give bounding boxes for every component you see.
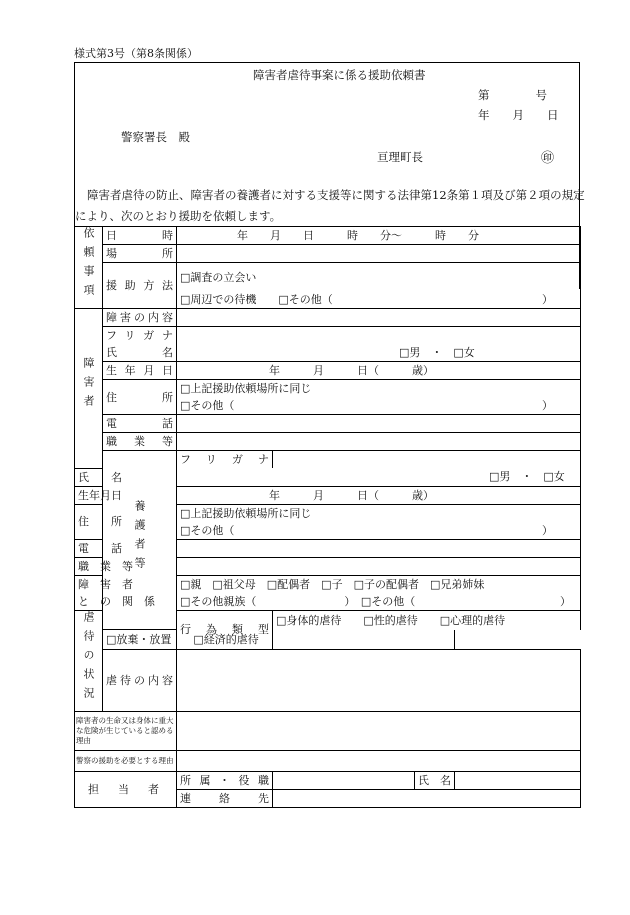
field-caregiver-job[interactable] (177, 557, 581, 575)
label-person-birth: 生年月日 (103, 362, 177, 380)
label-caregiver-relation-2: と の 関 係 (75, 593, 103, 611)
document-date: 年 月 日 (478, 108, 559, 122)
field-contact-name[interactable] (455, 771, 581, 789)
label-person-job: 職 業 等 (103, 433, 177, 451)
option-person-address-same[interactable]: □上記援助依頼場所に同じ (177, 380, 581, 398)
field-reason-police[interactable] (177, 750, 581, 771)
label-affiliation: 所属・役職 (177, 771, 273, 789)
option-caregiver-sex[interactable]: □男 ・ □女 (177, 468, 581, 486)
label-caregiver-birth: 生年月日 (75, 486, 103, 504)
row-abuse-content (75, 650, 581, 653)
section-person: 障害者 (75, 309, 103, 469)
row-method-1 (75, 263, 581, 292)
row-person-birth (75, 362, 581, 380)
label-caregiver-phone: 電 話 (75, 539, 103, 557)
label-method: 援助方法 (103, 263, 177, 309)
row-caregiver-furigana (75, 451, 581, 469)
field-place[interactable] (177, 245, 581, 263)
label-caregiver-furigana: フリガナ (177, 451, 273, 469)
label-abuse-content: 虐待の内容 (103, 650, 177, 712)
option-caregiver-relation-other[interactable]: □その他親族（ ） □その他（ ） (177, 593, 581, 611)
label-abuse-type: 行為類型 (177, 610, 273, 650)
section-abuse: 虐待の状況 (75, 610, 103, 711)
option-method-other[interactable]: □周辺での待機 □その他（ ） (177, 291, 581, 309)
row-person-job (75, 433, 581, 451)
field-affiliation[interactable] (273, 771, 415, 789)
option-caregiver-address-same[interactable]: □上記援助依頼場所に同じ (177, 504, 581, 522)
label-reason-serious: 障害者の生命又は身体に重大な危険が生じていると認める理由 (75, 711, 177, 750)
row-reason-police (75, 750, 581, 771)
label-caregiver-address: 住 所 (75, 504, 103, 539)
row-disability (75, 309, 581, 327)
label-caregiver-name: 氏 名 (75, 468, 103, 486)
field-person-furigana[interactable] (177, 327, 581, 345)
field-reason-serious[interactable] (177, 711, 581, 750)
field-person-phone[interactable] (177, 415, 581, 433)
field-caregiver-phone[interactable] (177, 539, 581, 557)
field-disability[interactable] (177, 309, 581, 327)
option-abuse-type-2[interactable]: □放棄・放置 □経済的虐待 (103, 630, 455, 650)
field-abuse-content[interactable] (177, 650, 581, 712)
row-person-phone (75, 415, 581, 433)
field-caregiver-furigana[interactable] (273, 451, 581, 469)
intro-line-2: により、次のとおり援助を依頼します。 (75, 209, 282, 223)
label-reason-police: 警察の援助を必要とする理由 (75, 750, 177, 771)
intro-line-1: 障害者虐待の防止、障害者の養護者に対する支援等に関する法律第12条第１項及び第２項の規定 (87, 188, 585, 202)
seal-mark: ㊞ (541, 151, 555, 166)
label-person-name: 氏 名 (103, 344, 177, 362)
option-caregiver-address-other[interactable]: □その他（ ） (177, 522, 581, 540)
option-abuse-type-1[interactable]: □身体的虐待 □性的虐待 □心理的虐待 (273, 610, 581, 630)
label-datetime: 日 時 (103, 227, 177, 245)
field-caregiver-birth[interactable]: 年 月 日（ 歳） (177, 486, 581, 504)
row-person-name (75, 344, 581, 362)
form-title: 障害者虐待事案に係る援助依頼書 (253, 68, 426, 82)
row-abuse-type-2 (75, 630, 581, 650)
field-person-birth[interactable]: 年 月 日（ 歳） (177, 362, 581, 380)
option-person-address-other[interactable]: □その他（ ） (177, 397, 581, 415)
label-contact: 担 当 者 (75, 771, 177, 807)
label-contact-info: 連 絡 先 (177, 789, 273, 807)
label-person-address: 住 所 (103, 380, 177, 415)
label-person-furigana: フリガナ (103, 327, 177, 345)
row-person-address-1 (75, 380, 581, 398)
row-person-furigana (75, 327, 581, 345)
label-place: 場 所 (103, 245, 177, 263)
row-place (75, 245, 581, 263)
option-person-sex[interactable]: □男 ・ □女 (177, 344, 581, 362)
label-person-phone: 電 話 (103, 415, 177, 433)
row-contact-1 (75, 771, 581, 789)
addressee: 警察署長 殿 (121, 130, 190, 144)
label-caregiver-relation-1: 障 害 者 (75, 575, 103, 593)
form-id: 様式第3号（第8条関係） (74, 47, 198, 60)
request-form-table (74, 226, 581, 808)
row-datetime (75, 227, 581, 245)
row-caregiver-relation-2 (75, 593, 581, 611)
issuer: 亘理町長 (377, 150, 423, 164)
label-caregiver-job: 職 業 等 (75, 557, 103, 575)
option-caregiver-relation-main[interactable]: □親 □祖父母 □配偶者 □子 □子の配偶者 □兄弟姉妹 (177, 575, 581, 593)
field-datetime[interactable]: 年 月 日 時 分～ 時 分 (177, 227, 581, 245)
section-caregiver: 養護者等 (103, 451, 177, 630)
row-reason-serious (75, 711, 581, 750)
field-contact-info[interactable] (273, 789, 581, 807)
label-disability: 障害の内容 (103, 309, 177, 327)
option-method-investigation[interactable]: □調査の立会い (177, 263, 581, 292)
label-contact-name: 氏 名 (415, 771, 455, 789)
section-request: 依頼事項 (75, 227, 103, 309)
field-person-job[interactable] (177, 433, 581, 451)
document-number: 第 号 (478, 88, 547, 102)
